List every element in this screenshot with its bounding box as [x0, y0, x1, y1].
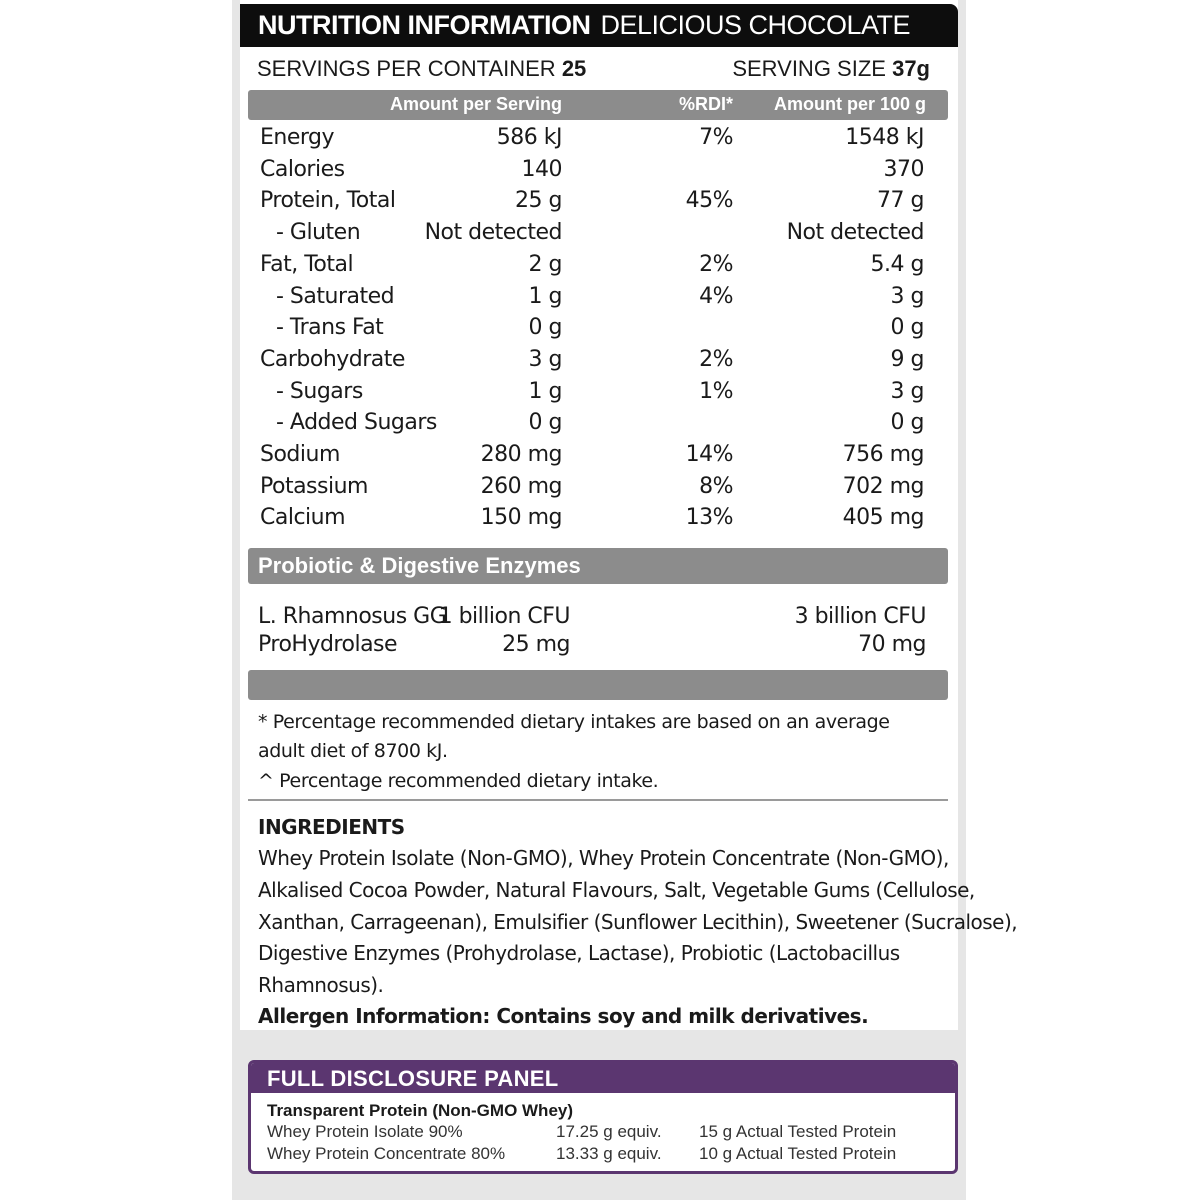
tested-protein: 15 g Actual Tested Protein [699, 1122, 897, 1141]
nutrient-per-100g: 3 g [890, 378, 924, 404]
nutrient-per-serving: 150 mg [480, 505, 562, 531]
nutrient-name: - Trans Fat [276, 315, 384, 341]
probiotic-name: ProHydrolase [258, 632, 398, 657]
nutrient-per-serving: 2 g [528, 251, 562, 277]
flavour-name: DELICIOUS CHOCOLATE [600, 10, 911, 40]
probiotic-serving: 25 mg [502, 632, 570, 657]
ingredients-line: Rhamnosus). [258, 973, 384, 997]
full-disclosure-panel [248, 1060, 958, 1174]
disclosure-title: FULL DISCLOSURE PANEL [267, 1066, 559, 1091]
nutrient-name: Sodium [260, 442, 340, 467]
header-per-100g: Amount per 100 g [773, 94, 926, 114]
nutrient-name: Protein, Total [260, 188, 396, 214]
tested-protein: 10 g Actual Tested Protein [699, 1144, 897, 1163]
nutrient-name: Carbohydrate [260, 346, 405, 372]
nutrient-row [248, 503, 948, 535]
serving-size: SERVING SIZE 37g [732, 56, 930, 81]
nutrient-row [248, 377, 948, 409]
ingredients-line: Alkalised Cocoa Powder, Natural Flavours, Salt, Vegetable Gums (Cellulose, [258, 878, 975, 902]
probiotic-row [248, 630, 948, 660]
nutrient-row [248, 282, 948, 314]
nutrient-name: Fat, Total [260, 251, 354, 277]
nutrient-per-100g: 3 g [890, 283, 924, 309]
nutrient-row [248, 123, 948, 155]
nutrient-name: - Saturated [276, 283, 395, 309]
nutrient-row [248, 408, 948, 440]
nutrient-row [248, 186, 948, 218]
nutrient-name: Potassium [260, 473, 368, 499]
nutrient-per-serving: 0 g [528, 410, 562, 436]
separator-bar [248, 670, 948, 700]
nutrient-name: Calcium [260, 505, 346, 531]
nutrient-row [248, 313, 948, 345]
disclosure-row [251, 1144, 955, 1166]
divider [248, 799, 948, 801]
allergen-information: Allergen Information: Contains soy and milk derivatives. [258, 1004, 869, 1028]
ingredients-line: Digestive Enzymes (Prohydrolase, Lactase), Probiotic (Lactobacillus [258, 941, 900, 965]
nutrient-name: - Added Sugars [276, 410, 437, 436]
nutrient-per-100g: 77 g [877, 188, 924, 214]
nutrient-per-serving: 1 g [528, 283, 562, 309]
nutrient-name: - Sugars [276, 378, 363, 404]
nutrient-name: Calories [260, 156, 345, 182]
protein-source: Whey Protein Concentrate 80% [267, 1144, 506, 1163]
nutrient-per-100g: 0 g [890, 315, 924, 341]
nutrient-row [248, 250, 948, 282]
probiotic-per100: 3 billion CFU [794, 604, 926, 629]
nutrient-rdi: 45% [685, 188, 733, 214]
rdi-footnote: * Percentage recommended dietary intakes are based on an average [258, 711, 890, 733]
ingredients-line: Whey Protein Isolate (Non-GMO), Whey Protein Concentrate (Non-GMO), [258, 846, 949, 870]
nutrient-row [248, 440, 948, 472]
probiotic-per100: 70 mg [858, 632, 926, 657]
probiotic-name: L. Rhamnosus GG [258, 604, 447, 629]
nutrient-rdi: 14% [685, 442, 733, 467]
nutrient-per-100g: Not detected [786, 220, 924, 246]
ingredients-title: INGREDIENTS [258, 815, 405, 839]
nutrient-per-100g: 1548 kJ [845, 125, 924, 150]
nutrient-row [248, 155, 948, 187]
probiotic-row [248, 602, 948, 632]
disclosure-header [251, 1063, 955, 1093]
table-header-bar [248, 90, 948, 120]
header-per-serving: Amount per Serving [389, 94, 562, 114]
nutrient-per-100g: 0 g [890, 410, 924, 436]
nutrient-per-serving: Not detected [424, 220, 562, 246]
nutrient-rdi: 1% [699, 378, 733, 404]
nutrient-per-100g: 370 [883, 156, 924, 182]
probiotic-title: Probiotic & Digestive Enzymes [258, 553, 581, 578]
nutrient-per-serving: 3 g [528, 346, 562, 372]
nutrient-per-serving: 280 mg [480, 442, 562, 467]
protein-equiv: 13.33 g equiv. [556, 1144, 662, 1163]
nutrient-per-100g: 9 g [890, 346, 924, 372]
nutrient-per-serving: 1 g [528, 378, 562, 404]
header-rdi: %RDI* [678, 94, 733, 114]
nutrient-rdi: 8% [699, 473, 733, 499]
nutrient-per-100g: 756 mg [842, 442, 924, 467]
probiotic-serving: 1 billion CFU [438, 604, 570, 629]
nutrient-rdi: 2% [699, 346, 733, 372]
nutrition-title-bar [240, 4, 958, 47]
nutrient-per-100g: 405 mg [842, 505, 924, 531]
nutrient-rdi: 4% [699, 283, 733, 309]
protein-source: Whey Protein Isolate 90% [267, 1122, 463, 1141]
nutrient-per-serving: 140 [521, 156, 562, 182]
nutrient-per-serving: 0 g [528, 315, 562, 341]
nutrient-rdi: 7% [699, 125, 733, 150]
nutrient-row [248, 218, 948, 250]
nutrient-per-100g: 5.4 g [870, 251, 924, 277]
nutrient-row [248, 345, 948, 377]
servings-per-container: SERVINGS PER CONTAINER 25 [257, 56, 587, 81]
nutrient-name: - Gluten [276, 220, 361, 246]
nutrient-rdi: 2% [699, 251, 733, 277]
nutrient-per-100g: 702 mg [842, 473, 924, 499]
nutrition-title: NUTRITION INFORMATION [258, 10, 591, 40]
disclosure-row [251, 1122, 955, 1144]
nutrient-name: Energy [260, 125, 335, 150]
probiotic-header-bar [248, 548, 948, 584]
ingredients-line: Xanthan, Carrageenan), Emulsifier (Sunflower Lecithin), Sweetener (Sucralose), [258, 910, 1018, 934]
nutrient-per-serving: 586 kJ [496, 125, 562, 150]
nutrient-per-serving: 25 g [515, 188, 562, 214]
rdi-footnote: ^ Percentage recommended dietary intake. [258, 770, 659, 792]
disclosure-subtitle: Transparent Protein (Non-GMO Whey) [267, 1101, 574, 1120]
nutrient-rdi: 13% [685, 505, 733, 531]
rdi-footnote: adult diet of 8700 kJ. [258, 740, 448, 762]
nutrient-per-serving: 260 mg [480, 473, 562, 499]
protein-equiv: 17.25 g equiv. [556, 1122, 662, 1141]
nutrient-row [248, 472, 948, 504]
